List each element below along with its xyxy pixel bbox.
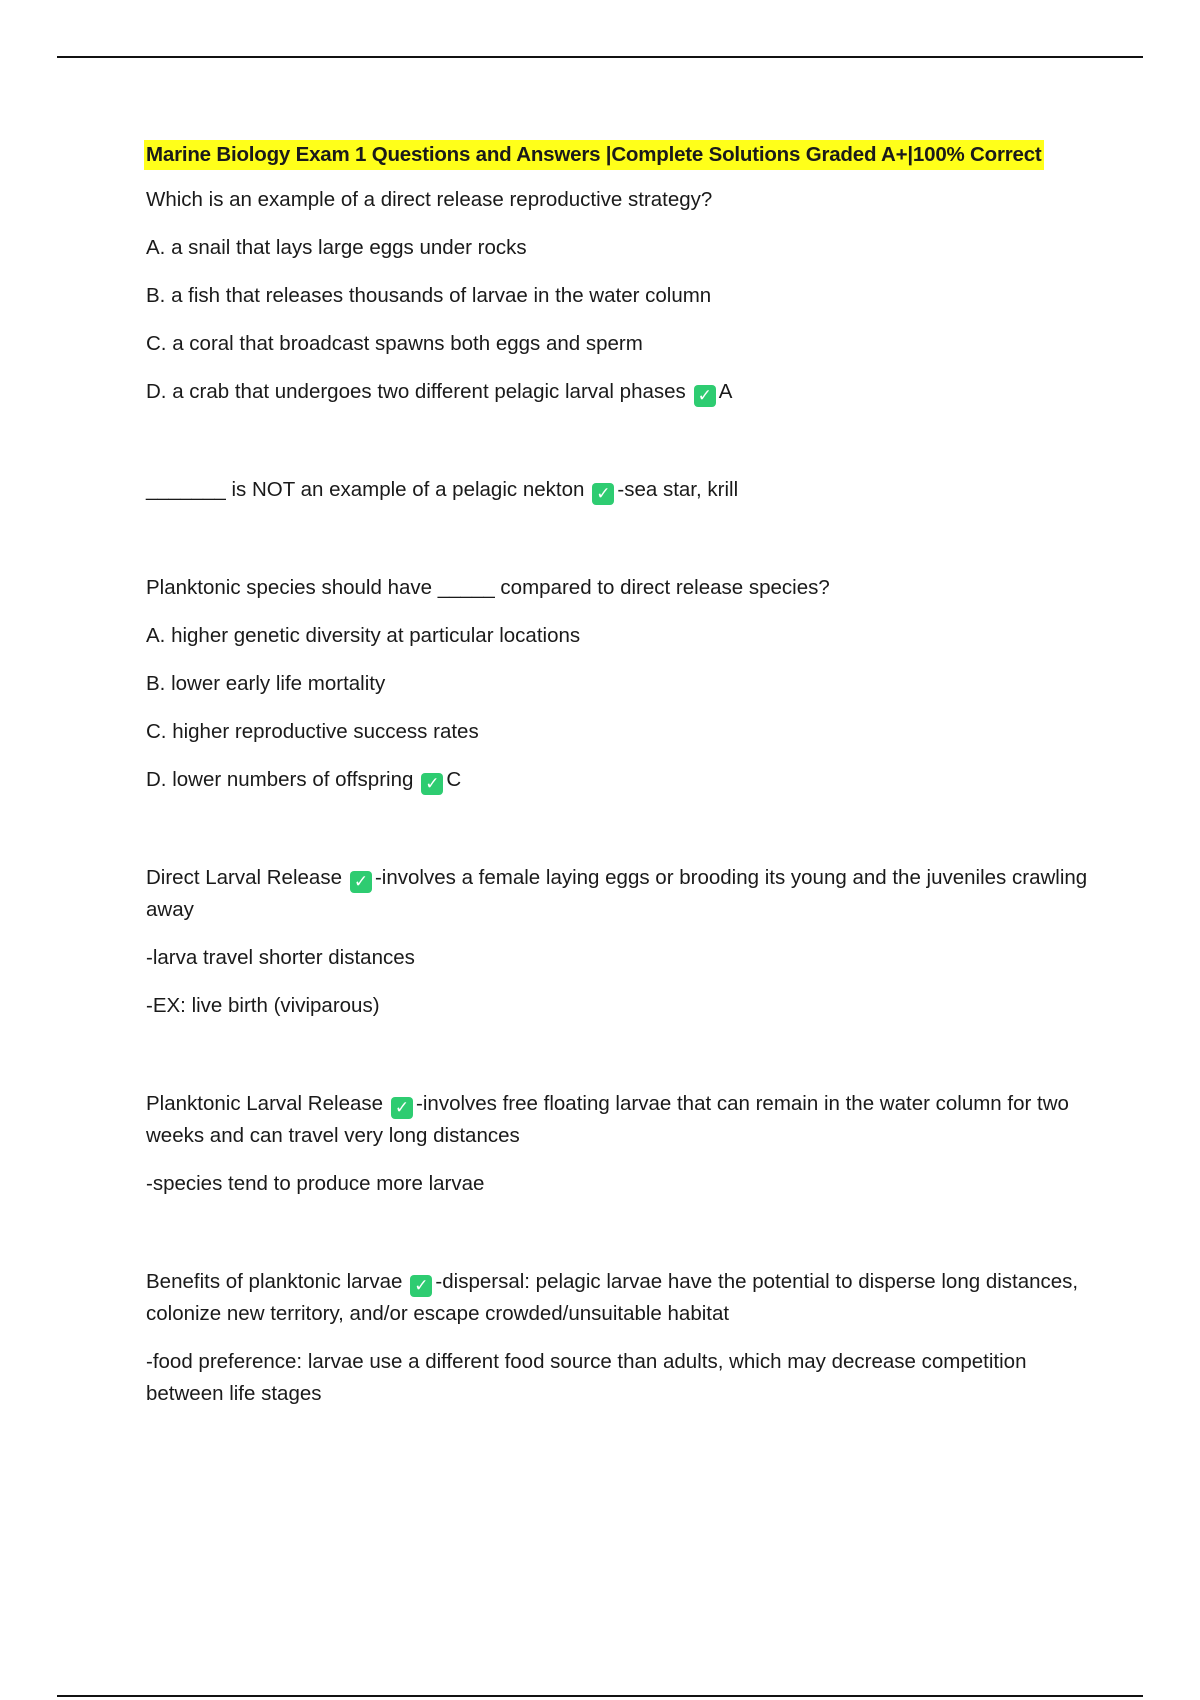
term-6-line bbox=[146, 1266, 1096, 1330]
question-1: Which is an example of a direct release reproductive strategy? bbox=[146, 188, 713, 211]
term-6: Benefits of planktonic larvae bbox=[146, 1270, 403, 1293]
q3-option-b: B. lower early life mortality bbox=[146, 672, 386, 695]
q1-option-b: B. a fish that releases thousands of larvae in the water column bbox=[146, 284, 712, 307]
q1-option-a: A. a snail that lays large eggs under rocks bbox=[146, 236, 527, 259]
term-4: Direct Larval Release bbox=[146, 866, 342, 889]
check-box-icon: ✓ bbox=[410, 1275, 432, 1297]
term-4-detail-2: -EX: live birth (viviparous) bbox=[146, 994, 380, 1017]
term-4-answer: -involves a female laying eggs or brooding its young and the juveniles crawling away bbox=[146, 866, 1088, 921]
question-2: _______ is NOT an example of a pelagic nekton bbox=[146, 478, 585, 501]
check-box-icon: ✓ bbox=[421, 773, 443, 795]
q3-option-d-line bbox=[146, 764, 1096, 796]
question-3: Planktonic species should have _____ compared to direct release species? bbox=[146, 576, 830, 599]
question-2-line bbox=[146, 474, 1096, 506]
term-5-line bbox=[146, 1088, 1096, 1152]
term-4-line bbox=[146, 862, 1096, 926]
q2-answer: -sea star, krill bbox=[617, 478, 739, 501]
term-5: Planktonic Larval Release bbox=[146, 1092, 384, 1115]
check-box-icon: ✓ bbox=[350, 871, 372, 893]
q1-answer: A bbox=[718, 380, 733, 403]
q3-answer: C bbox=[446, 768, 462, 791]
document-body bbox=[146, 140, 1096, 1426]
top-rule bbox=[57, 56, 1143, 58]
q1-option-d-line bbox=[146, 376, 1096, 408]
q3-option-a: A. higher genetic diversity at particular locations bbox=[146, 624, 581, 647]
q1-option-d: D. a crab that undergoes two different pelagic larval phases bbox=[146, 380, 686, 403]
bottom-rule bbox=[57, 1695, 1143, 1697]
q3-option-d: D. lower numbers of offspring bbox=[146, 768, 414, 791]
term-6-answer: -dispersal: pelagic larvae have the potential to disperse long distances, colonize new territory, and/or escape crowded/unsuitable habitat bbox=[146, 1270, 1079, 1325]
term-4-detail-1: -larva travel shorter distances bbox=[146, 946, 415, 969]
document-title: Marine Biology Exam 1 Questions and Answers |Complete Solutions Graded A+|100% Correct bbox=[144, 140, 1044, 170]
term-5-answer: -involves free floating larvae that can remain in the water column for two weeks and can travel very long distances bbox=[146, 1092, 1069, 1147]
check-box-icon: ✓ bbox=[391, 1097, 413, 1119]
term-6-detail-1: -food preference: larvae use a different food source than adults, which may decrease competition between life stages bbox=[146, 1350, 1027, 1405]
term-5-detail-1: -species tend to produce more larvae bbox=[146, 1172, 485, 1195]
q1-option-c: C. a coral that broadcast spawns both eggs and sperm bbox=[146, 332, 643, 355]
check-box-icon: ✓ bbox=[592, 483, 614, 505]
check-box-icon: ✓ bbox=[694, 385, 716, 407]
q3-option-c: C. higher reproductive success rates bbox=[146, 720, 479, 743]
